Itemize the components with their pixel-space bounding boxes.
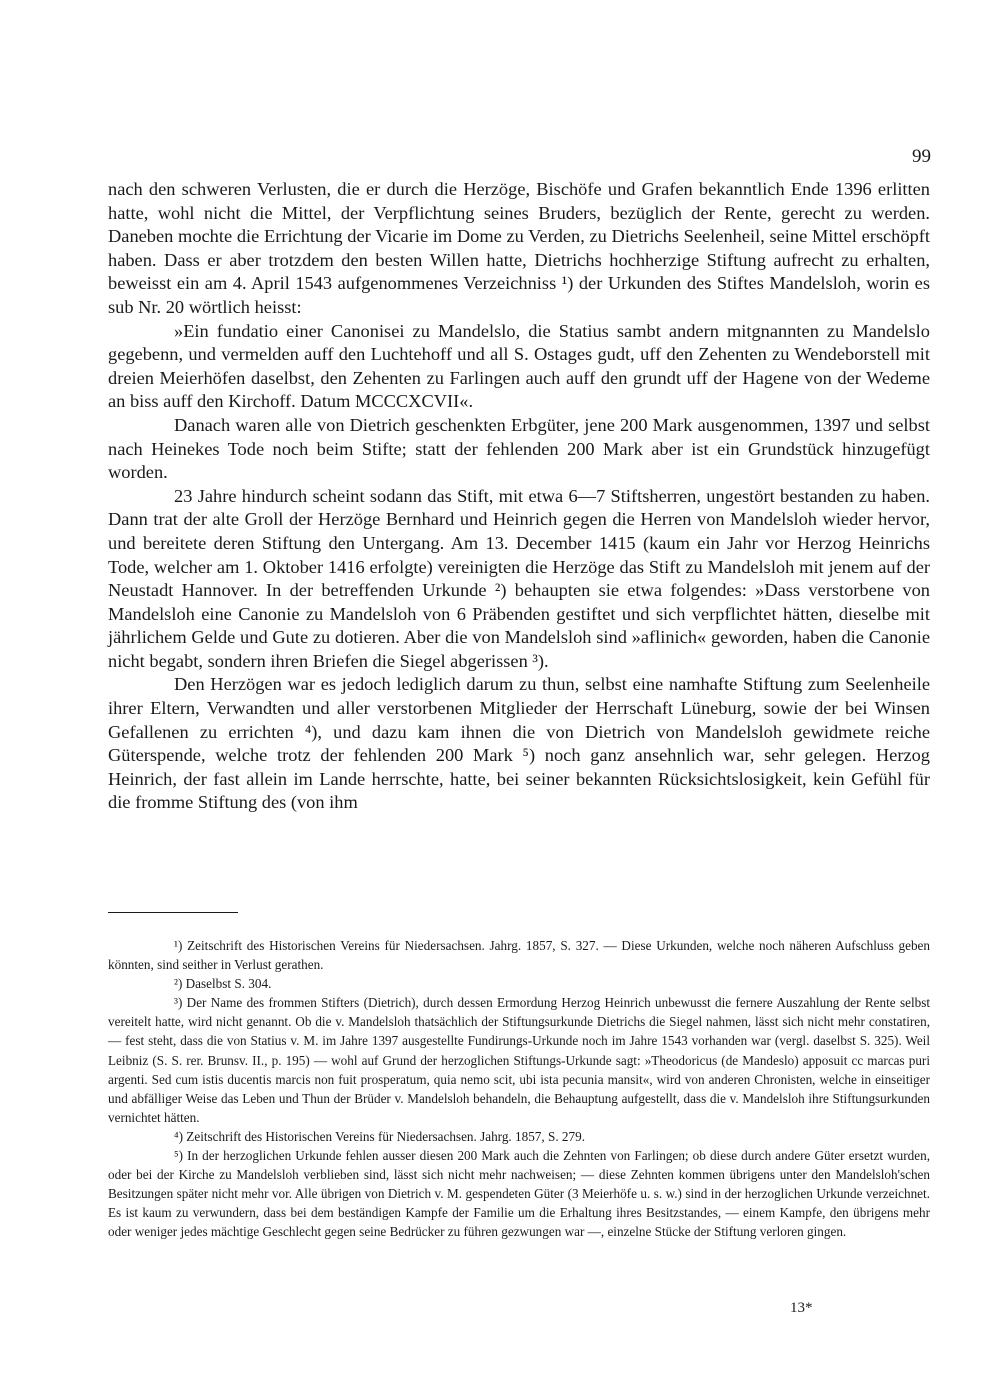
sheet-signature: 13* bbox=[790, 1300, 813, 1316]
paragraph: nach den schweren Verlusten, die er durch die Herzöge, Bischöfe und Grafen bekanntlich Ende 1396 erlitten hatte, wohl nicht die Mittel, der Verpflichtung seines Bruders, bezüglich der Rente, gerecht zu werden. Daneben mochte die Errichtung der Vicarie im Dome zu Verden, zu Dietrichs Seelenheil, seine Mittel erschöpft haben. Dass er aber trotzdem den besten Willen hatte, Dietrichs hochherzige Stiftung aufrecht zu erhalten, beweisst ein am 4. April 1543 aufgenommenes Verzeichniss ¹) der Urkunden des Stiftes Mandelsloh, worin es sub Nr. 20 wörtlich heisst: bbox=[108, 179, 930, 317]
page-number: 99 bbox=[912, 146, 931, 167]
main-text bbox=[108, 178, 930, 815]
footnote-divider bbox=[108, 912, 238, 913]
footnotes bbox=[108, 936, 930, 1242]
quote-paragraph: »Ein fundatio einer Canonisei zu Mandelslo, die Statius sambt andern mitgnannten zu Mandelslo gegebenn, und vermelden auff den Luchtehoff und all S. Ostages gudt, uff den Zehenten zu Wendeborstell mit dreien Meierhöfen daselbst, den Zehenten zu Farlingen auch auff den grundt uff der Hagene von der Wedeme an biss auff den Kirchoff. Datum MCCCXCVII«. bbox=[108, 320, 930, 412]
footnote-5: ⁵) In der herzoglichen Urkunde fehlen ausser diesen 200 Mark auch die Zehnten von Farlingen; ob diese durch andere Güter ersetzt wurden, oder bei der Kirche zu Mandelsloh verblieben sind, lässt sich nicht mehr nachweisen; — diese Zehnten kommen übrigens unter den Mandelsloh'schen Besitzungen später nicht mehr vor. Alle übrigen von Dietrich v. M. gespendeten Güter (3 Meierhöfe u. s. w.) sind in der herzoglichen Urkunde verzeichnet. Es ist kaum zu verwundern, dass bei dem beständigen Kampfe der Familie um die Erhaltung ihres Besitzstandes, — einem Kampfe, den übrigens mehr oder weniger jedes mächtige Geschlecht gegen seine Bedrücker zu führen gezwungen war —, einzelne Stücke der Stiftung verloren gingen. bbox=[108, 1148, 930, 1240]
paragraph: Danach waren alle von Dietrich geschenkten Erbgüter, jene 200 Mark ausgenommen, 1397 und selbst nach Heinekes Tode noch beim Stifte; statt der fehlenden 200 Mark aber ist ein Grundstück hinzugefügt worden. bbox=[108, 414, 930, 483]
paragraph: Den Herzögen war es jedoch lediglich darum zu thun, selbst eine namhafte Stiftung zum Seelenheile ihrer Eltern, Verwandten und aller verstorbenen Mitglieder der Herrschaft Lüneburg, sowie der bei Winsen Gefallenen zu errichten ⁴), und dazu kam ihnen die von Dietrich von Mandelsloh gewidmete reiche Güterspende, welche trotz der fehlenden 200 Mark ⁵) noch ganz ansehnlich war, sehr gelegen. Herzog Heinrich, der fast allein im Lande herrschte, hatte, bei seiner bekannten Rücksichtslosigkeit, kein Gefühl für die fromme Stiftung des (von ihm bbox=[108, 674, 930, 813]
footnote-2: ²) Daselbst S. 304. bbox=[174, 976, 272, 992]
footnote-4: ⁴) Zeitschrift des Historischen Vereins für Niedersachsen. Jahrg. 1857, S. 279. bbox=[174, 1128, 585, 1144]
footnote-3: ³) Der Name des frommen Stifters (Dietrich), durch dessen Ermordung Herzog Heinrich unbewusst die fernere Auszahlung der Rente selbst vereitelt hatte, wird nicht genannt. Ob die v. Mandelsloh thatsächlich der Stiftungsurkunde Dietrichs die Siegel nahmen, lässt sich nicht mehr constatiren, — fest steht, dass die von Statius v. M. im Jahre 1397 ausgestellte Fundirungs-Urkunde noch im Jahre 1543 vorhanden war (vergl. daselbst S. 325). Weil Leibniz (S. S. rer. Brunsv. II., p. 195) — wohl auf Grund der herzoglichen Stiftungs-Urkunde sagt: »Theodoricus (de Mandeslo) apposuit cc marcas puri argenti. Sed cum istis ducentis marcis non fuit prosperatum, quia nemo scit, ubi ista pecunia mansit«, wird von anderen Chronisten, welche in einseitiger und abfälliger Weise das Leben und Thun der Brüder v. Mandelsloh behandeln, die Behauptung aufgestellt, dass die v. Mandelsloh ihre Stiftungsurkunden vernichtet hätten. bbox=[108, 995, 930, 1125]
paragraph: 23 Jahre hindurch scheint sodann das Stift, mit etwa 6—7 Stiftsherren, ungestört bestanden zu haben. Dann trat der alte Groll der Herzöge Bernhard und Heinrich gegen die Herren von Mandelsloh wieder hervor, und bereitete deren Stiftung den Untergang. Am 13. December 1415 (kaum ein Jahr vor Herzog Heinrichs Tode, welcher am 1. Oktober 1416 erfolgte) vereinigten die Herzöge das Stift zu Mandelsloh mit jenem auf der Neustadt Hannover. In der betreffenden Urkunde ²) behaupten sie etwa folgendes: »Dass verstorbene von Mandelsloh eine Canonie zu Mandelsloh von 6 Präbenden gestiftet und sich verpflichtet hätten, dieselbe mit jährlichem Gelde und Gute zu dotieren. Aber die von Mandelsloh sind »aflinich« geworden, haben die Canonie nicht begabt, sondern ihren Briefen die Siegel abgerissen ³). bbox=[108, 485, 930, 671]
footnote-1: ¹) Zeitschrift des Historischen Vereins für Niedersachsen. Jahrg. 1857, S. 327. — Diese Urkunden, welche noch näheren Aufschluss geben könnten, sind seither in Verlust gerathen. bbox=[108, 938, 930, 973]
